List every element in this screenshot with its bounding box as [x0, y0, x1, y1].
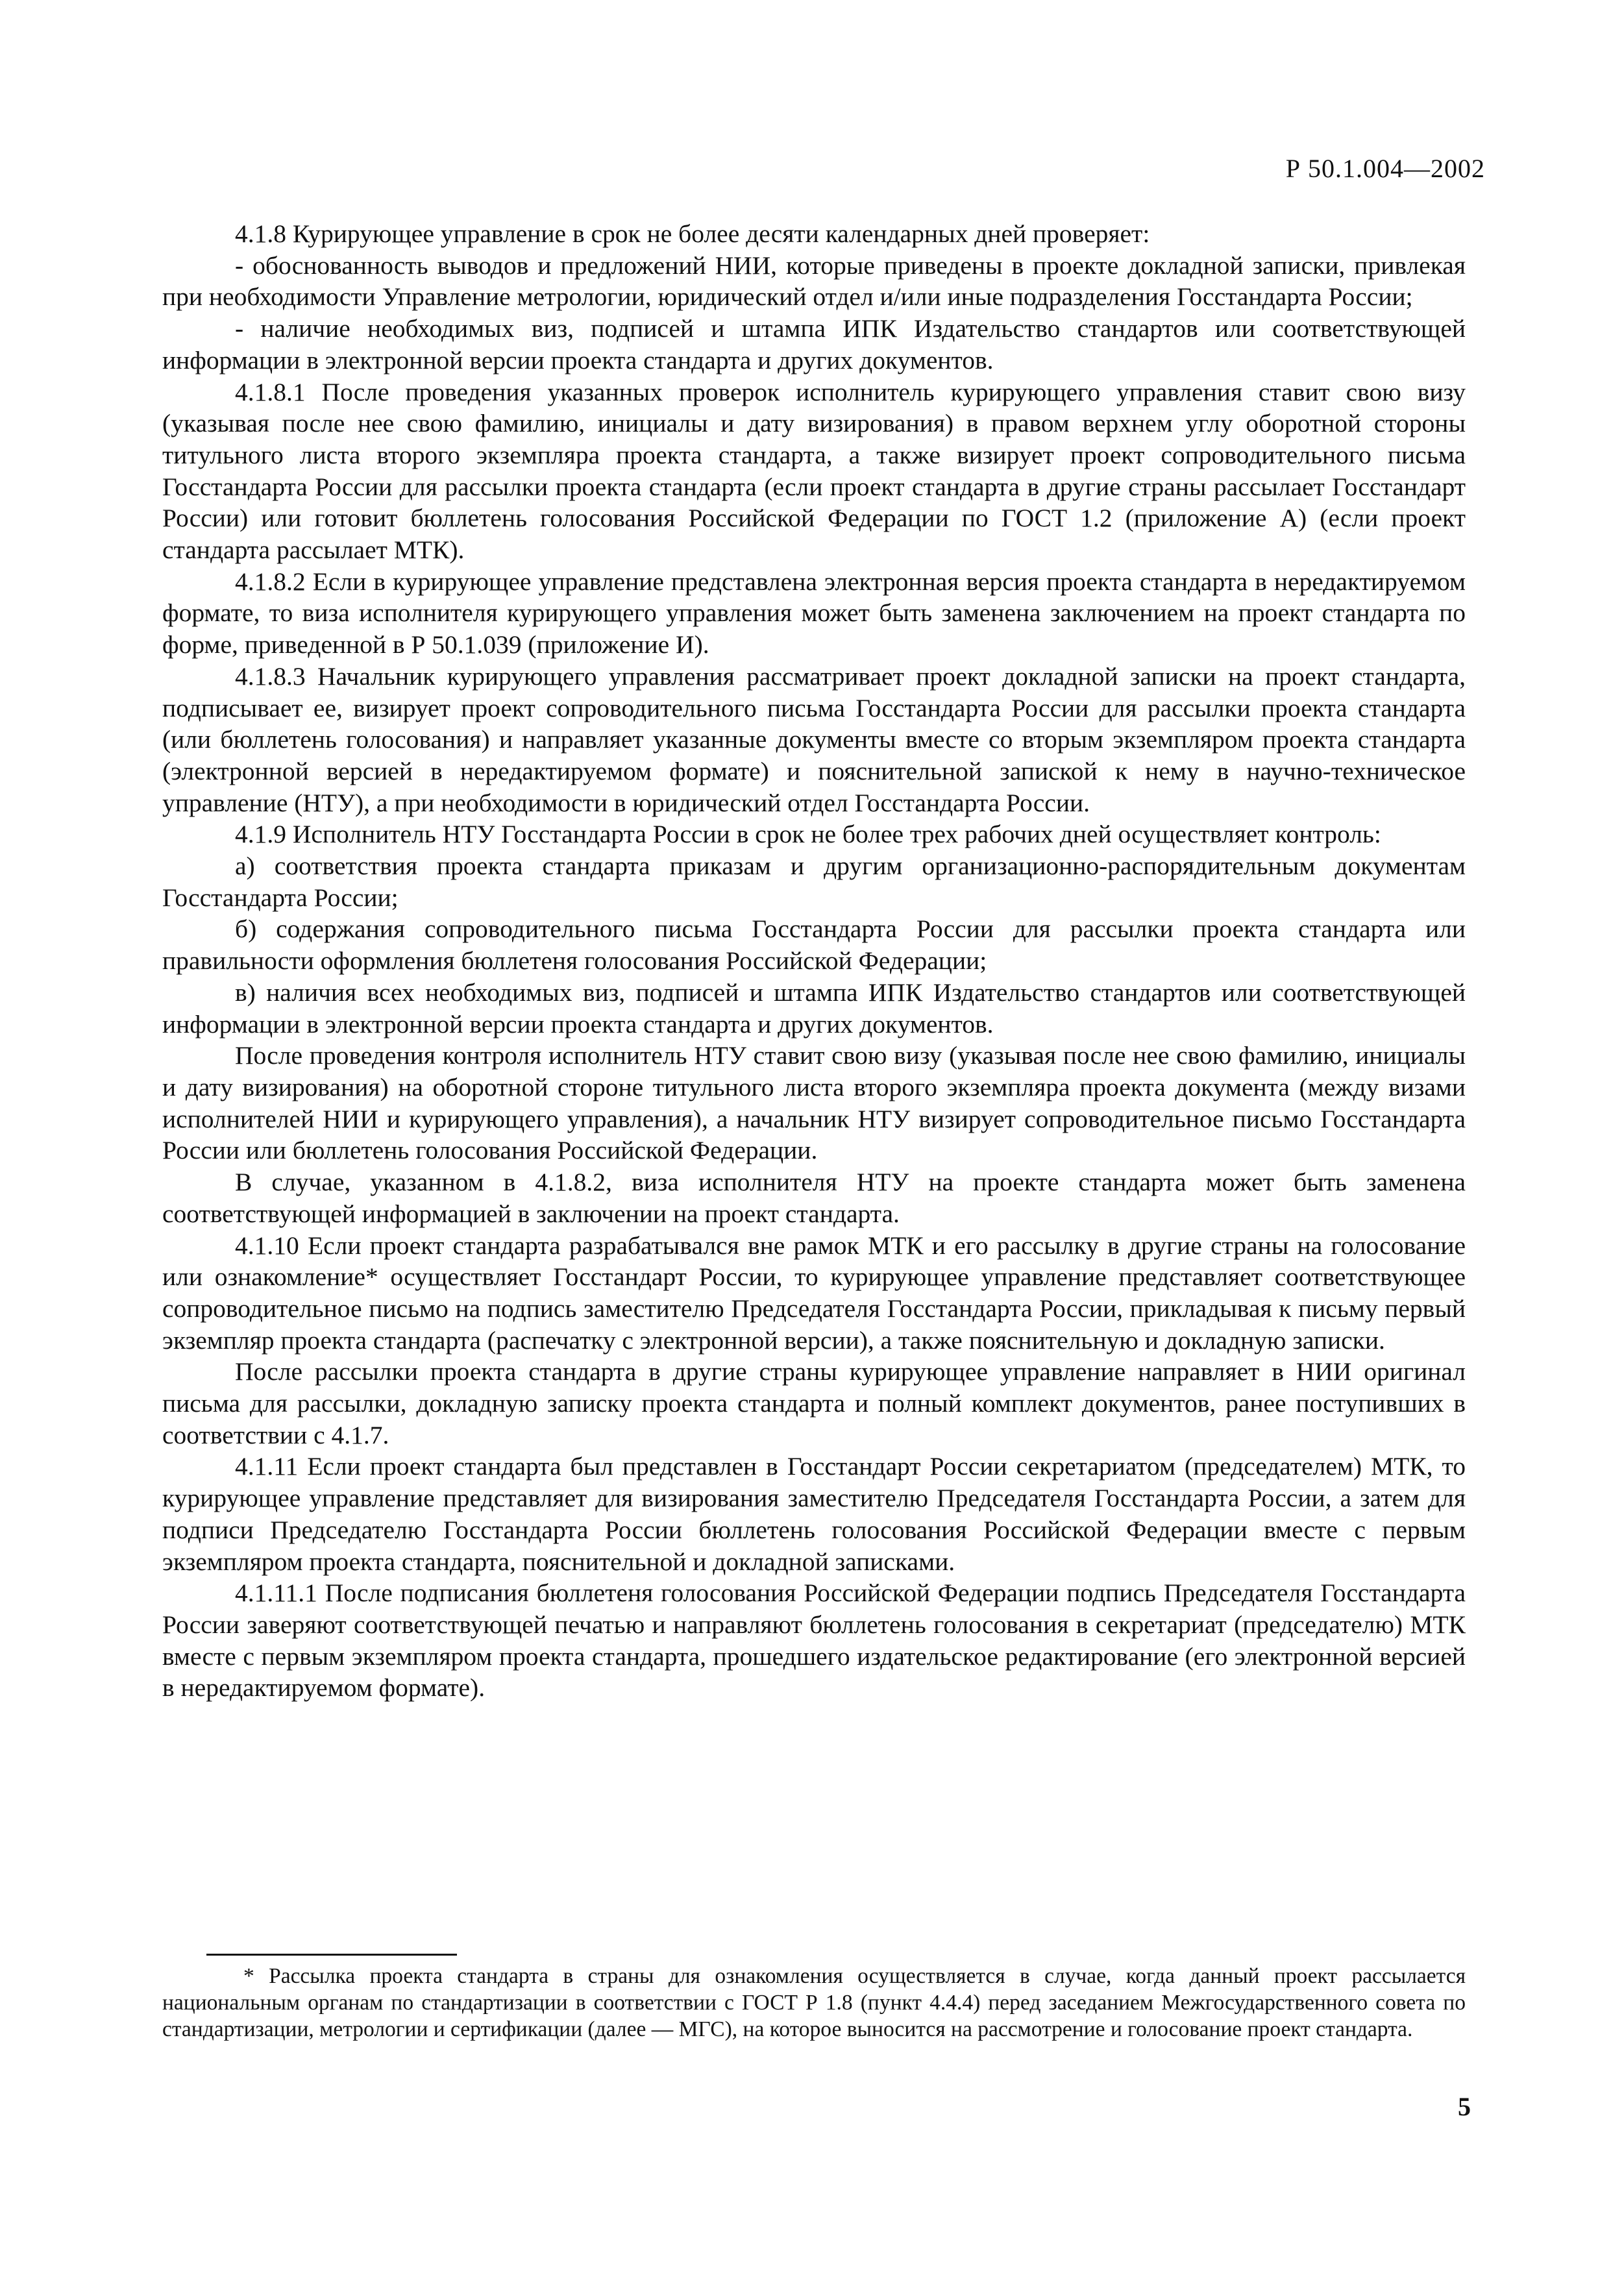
paragraph: 4.1.9 Исполнитель НТУ Госстандарта России в срок не более трех рабочих дней осуществляет контроль: — [235, 820, 1381, 849]
paragraph: а) соответствия проекта стандарта приказам и другим организационно-распорядительным документам Госстандарта России; — [162, 852, 1466, 912]
paragraph: 4.1.8.1 После проведения указанных проверок исполнитель курирующего управления ставит свою визу (указывая после нее свою фамилию, инициалы и дату визирования) в правом верхнем углу оборотной стороны титульного листа второго экземпляра проекта стандарта, а также визирует проект сопроводительного письма Госстандарта России для рассылки проекта стандарта (если проект стандарта в другие страны рассылает Госстандарт России) или готовит бюллетень голосования Российской Федерации по ГОСТ 1.2 (приложение А) (если проект стандарта рассылает МТК). — [162, 377, 1466, 565]
paragraph: б) содержания сопроводительного письма Госстандарта России для рассылки проекта стандарта или правильности оформления бюллетеня голосования Российской Федерации; — [162, 915, 1466, 976]
footnote-divider — [206, 1954, 457, 1956]
paragraph: 4.1.11.1 После подписания бюллетеня голосования Российской Федерации подпись Председателя Госстандарта России заверяют соответствующей печатью и направляют бюллетень голосования в секретариат (председателю) МТК вместе с первым экземпляром проекта стандарта, прошедшего издательское редактирование (его электронной версией в нередактируемом формате). — [162, 1579, 1466, 1702]
paragraph: В случае, указанном в 4.1.8.2, виза исполнителя НТУ на проекте стандарта может быть заменена соответствующей информацией в заключении на проект стандарта. — [162, 1168, 1466, 1228]
document-code: Р 50.1.004—2002 — [1285, 154, 1485, 183]
page-number: 5 — [1458, 2092, 1471, 2121]
paragraph: После рассылки проекта стандарта в другие страны курирующее управление направляет в НИИ оригинал письма для рассылки, докладную записку проекта стандарта и полный комплект документов, ранее поступивших в соответствии с 4.1.7. — [162, 1357, 1466, 1449]
paragraph: 4.1.10 Если проект стандарта разрабатывался вне рамок МТК и его рассылку в другие страны на голосование или ознакомление* осуществляет Госстандарт России, то курирующее управление представляет соответствующее сопроводительное письмо на подпись заместителю Председателя Госстандарта России, прикладывая к письму первый экземпляр проекта стандарта (распечатку с электронной версии), а также пояснительную и докладную записки. — [162, 1231, 1466, 1355]
body-text — [162, 218, 1466, 1704]
paragraph: 4.1.11 Если проект стандарта был представлен в Госстандарт России секретариатом (председателем) МТК, то курирующее управление представляет для визирования заместителю Председателя Госстандарта России, а затем для подписи Председателю Госстандарта России бюллетень голосования Российской Федерации вместе с первым экземпляром проекта стандарта, пояснительной и докладной записками. — [162, 1452, 1466, 1576]
paragraph: После проведения контроля исполнитель НТУ ставит свою визу (указывая после нее свою фамилию, инициалы и дату визирования) на оборотной стороне титульного листа второго экземпляра проекта документа (между визами исполнителей НИИ и курирующего управления), а начальник НТУ визирует сопроводительное письмо Госстандарта России или бюллетень голосования Российской Федерации. — [162, 1041, 1466, 1165]
footnote: * Рассылка проекта стандарта в страны для ознакомления осуществляется в случае, когда данный проект рассылается национальным органам по стандартизации в соответствии с ГОСТ Р 1.8 (пункт 4.4.4) перед заседанием Межгосударственного совета по стандартизации, метрологии и сертификации (далее — МГС), на которое выносится на рассмотрение и голосование проект стандарта. — [162, 1964, 1466, 2041]
paragraph: в) наличия всех необходимых виз, подписей и штампа ИПК Издательство стандартов или соответствующей информации в электронной версии проекта стандарта и других документов. — [162, 977, 1466, 1039]
paragraph: 4.1.8 Курирующее управление в срок не более десяти календарных дней проверяет: — [235, 219, 1150, 248]
paragraph: 4.1.8.2 Если в курирующее управление представлена электронная версия проекта стандарта в нередактируемом формате, то виза исполнителя курирующего управления может быть заменена заключением на проект стандарта по форме, приведенной в Р 50.1.039 (приложение И). — [162, 567, 1466, 659]
paragraph: 4.1.8.3 Начальник курирующего управления рассматривает проект докладной записки на проект стандарта, подписывает ее, визирует проект сопроводительного письма Госстандарта России для рассылки проекта стандарта (или бюллетень голосования) и направляет указанные документы вместе со вторым экземпляром проекта стандарта (электронной версией в нередактируемом формате) и пояснительной запиской к нему в научно-техническое управление (НТУ), а при необходимости в юридический отдел Госстандарта России. — [162, 661, 1466, 817]
paragraph: - наличие необходимых виз, подписей и штампа ИПК Издательство стандартов или соответствующей информации в электронной версии проекта стандарта и других документов. — [162, 314, 1466, 375]
paragraph: - обоснованность выводов и предложений НИИ, которые приведены в проекте докладной записки, привлекая при необходимости Управление метрологии, юридический отдел и/или иные подразделения Госстандарта России; — [162, 251, 1466, 312]
